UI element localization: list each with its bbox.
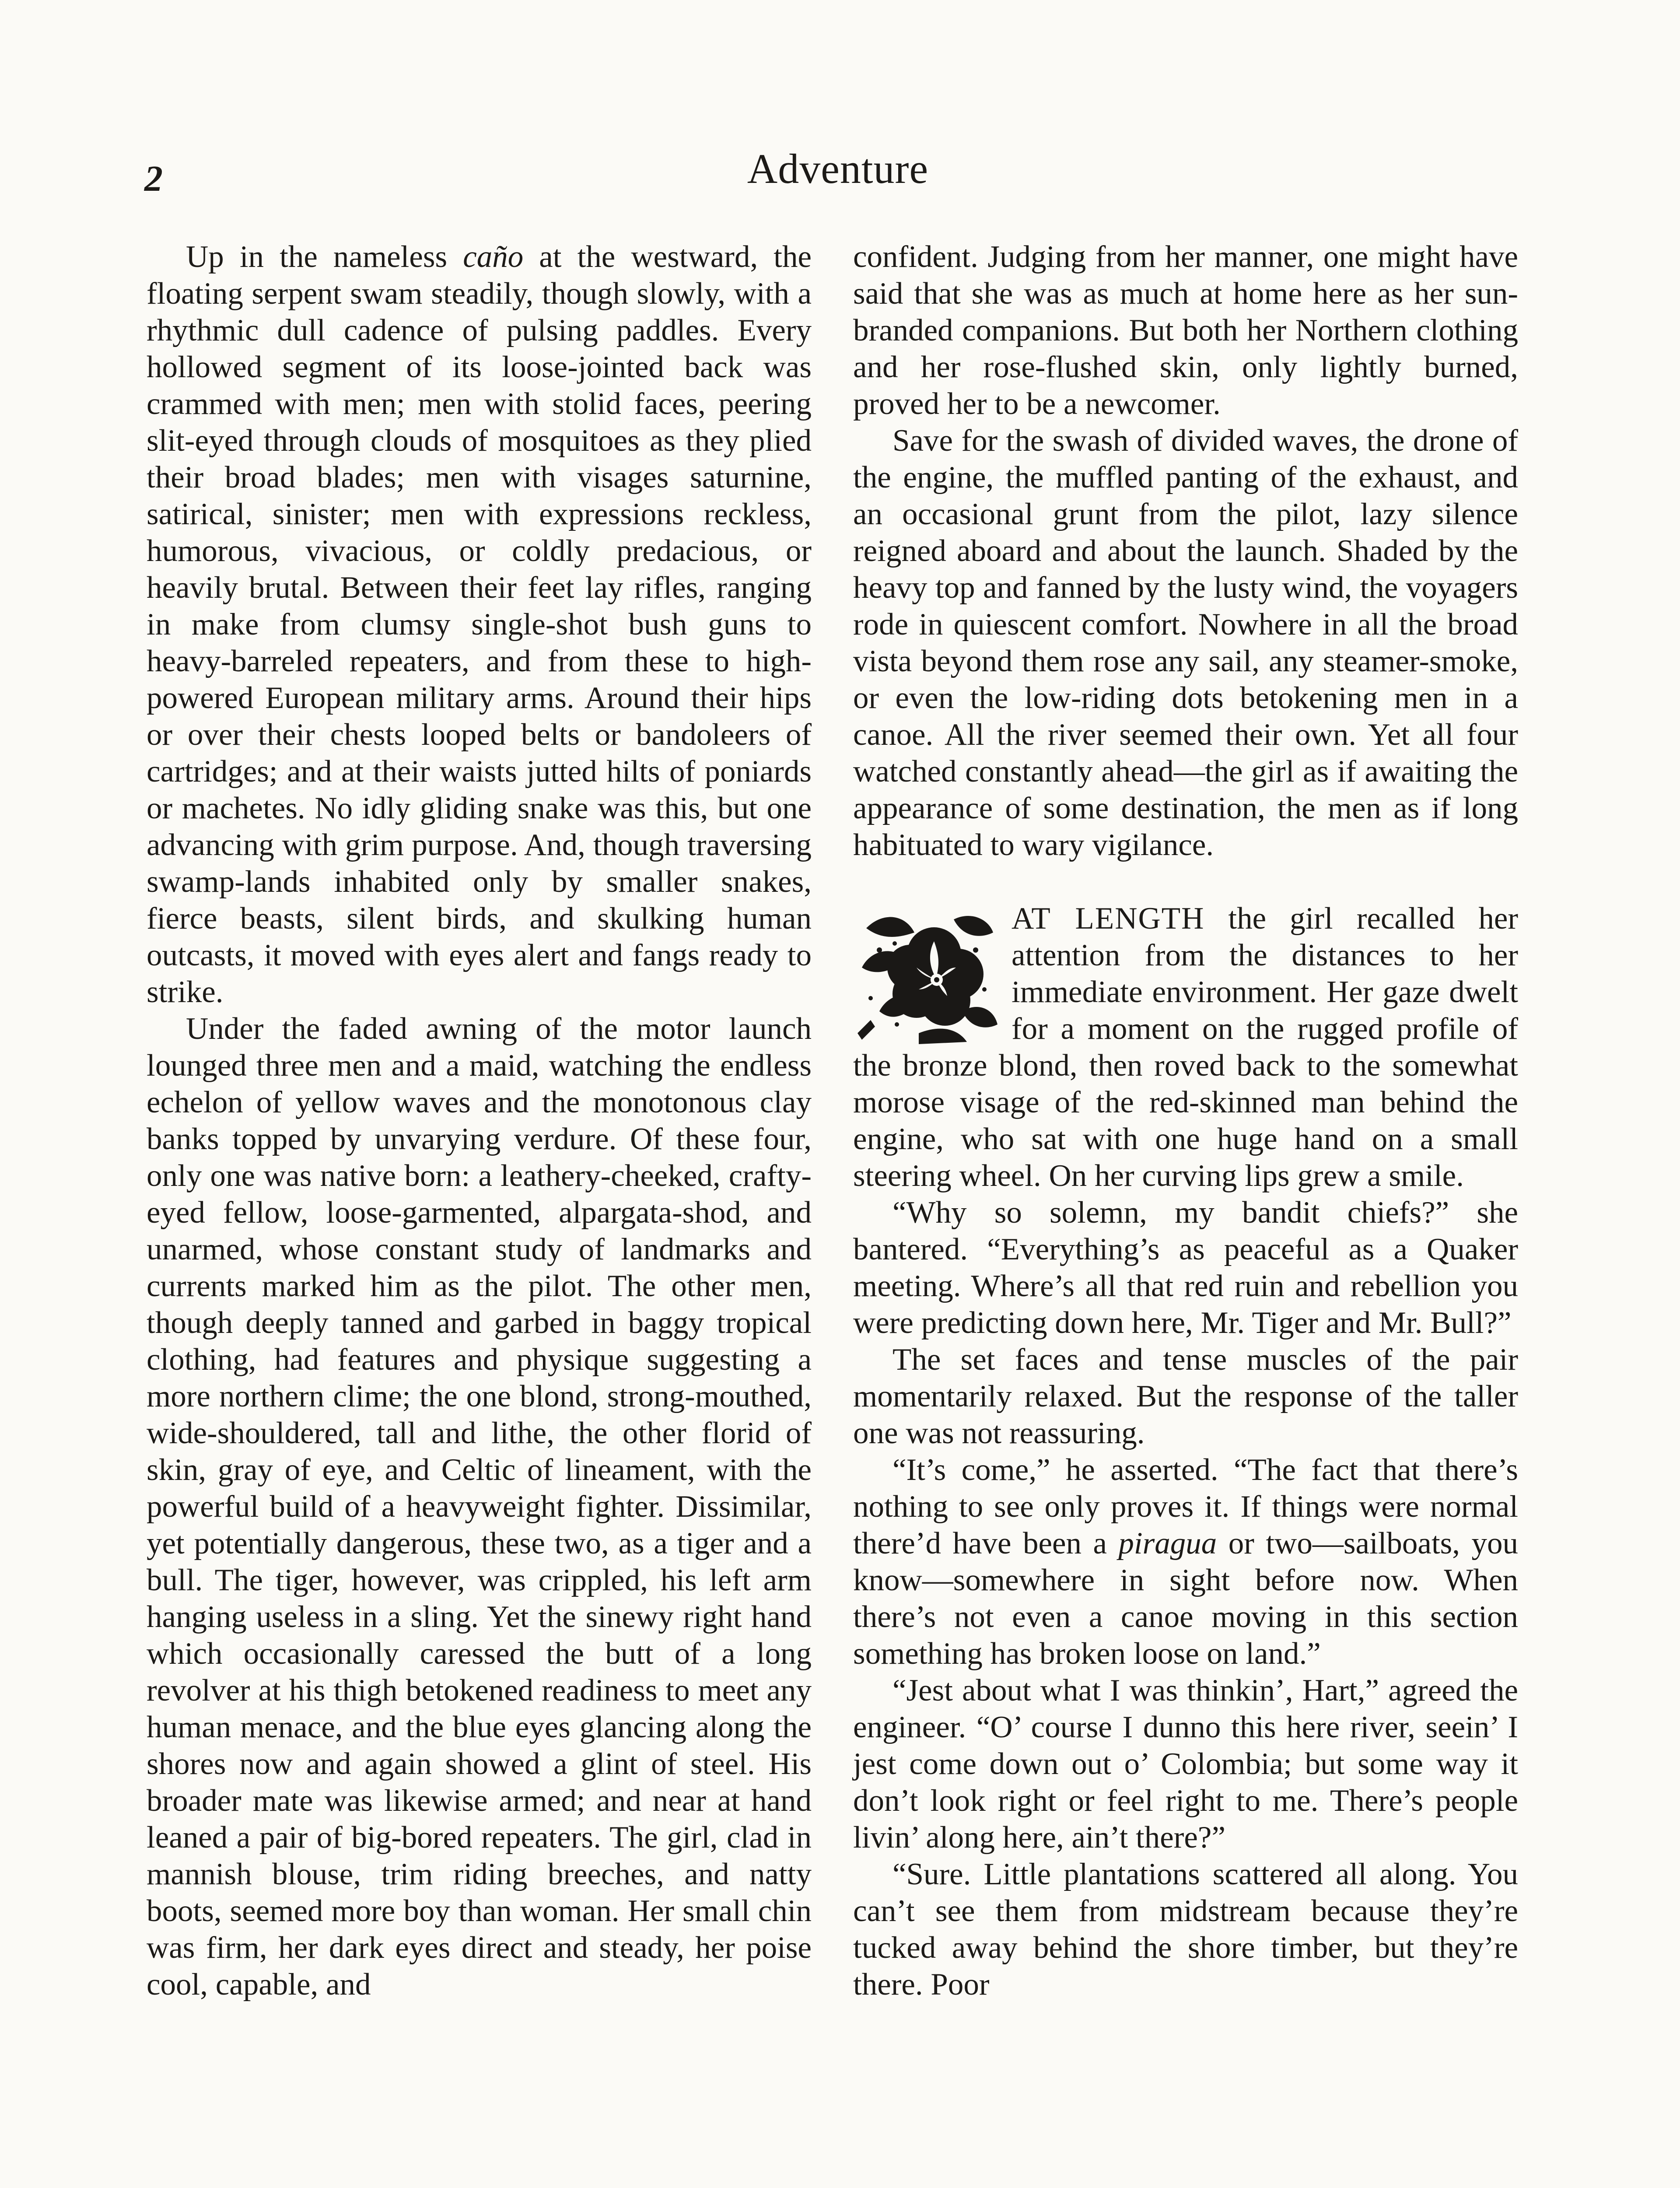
- left-column: [147, 238, 812, 2003]
- paragraph: “Sure. Little plantations scattered all along. You can’t see them from midstream because they’re tucked away behind the shore timber, but they’re there. Poor: [853, 1857, 1518, 2002]
- paragraph: “Jest about what I was thinkin’, Hart,” agreed the engineer. “O’ course I dunno this here river, seein’ I jest come down out o’ Colombia; but some way it don’t look right or feel right to me. There’s people livin’ along here, ain’t there?”: [853, 1673, 1518, 1855]
- paragraph: Under the faded awning of the motor launch lounged three men and a maid, watching the endless echelon of yellow waves and the monotonous clay banks topped by unvarying verdure. Of these four, only one was native born: a leathery-cheeked, crafty-eyed fellow, loose-garmented, alpargata-shod, and unarmed, whose constant study of landmarks and currents marked him as the pilot. The other men, though deeply tanned and garbed in baggy tropical clothing, had features and physique suggesting a more northern clime; the one blond, strong-mouthed, wide-shouldered, tall and lithe, the other florid of skin, gray of eye, and Celtic of lineament, with the powerful build of a heavyweight fighter. Dissimilar, yet potentially dangerous, these two, as a tiger and a bull. The tiger, however, was crippled, his left arm hanging useless in a sling. Yet the sinewy right hand which occasionally caressed the butt of a long revolver at his thigh betokened readiness to meet any human menace, and the blue eyes glancing along the shores now and again showed a glint of steel. His broader mate was likewise armed; and near at hand leaned a pair of big-bored repeaters. The girl, clad in mannish blouse, trim riding breeches, and natty boots, seemed more boy than woman. Her small chin was firm, her dark eyes direct and steady, her poise cool, capable, and: [147, 1012, 812, 2002]
- right-column: [853, 238, 1518, 2003]
- paragraph: “Why so solemn, my bandit chiefs?” she bantered. “Everything’s as peaceful as a Quaker meeting. Where’s all that red ruin and rebellion you were predicting down here, Mr. Tiger and Mr. Bull?”: [853, 1196, 1518, 1340]
- running-title: Adventure: [747, 145, 929, 192]
- paragraph: Save for the swash of divided waves, the drone of the engine, the muffled panting of the exhaust, and an occasional grunt from the pilot, lazy silence reigned aboard and about the launch. Shaded by the heavy top and fanned by the lusty wind, the voyagers rode in quiescent comfort. Nowhere in all the broad vista beyond them rose any sail, any steamer-smoke, or even the low-riding dots betokening men in a canoe. All the river seemed their own. Yet all four watched constantly ahead—the girl as if awaiting the appearance of some destination, the men as if long habituated to wary vigilance.: [853, 424, 1518, 862]
- page-header: [144, 144, 1531, 201]
- floral-ornament-icon: [853, 902, 1002, 1046]
- italic-word: piragua: [1118, 1526, 1217, 1560]
- paragraph: confident. Judging from her manner, one might have said that she was as much at home here as her sun-branded companions. But both her Northern clothing and her rose-flushed skin, only lightly burned, proved her to be a newcomer.: [853, 240, 1518, 421]
- paragraph: “It’s come,” he asserted. “The fact that there’s nothing to see only proves it. If things were normal there’d have been a piragua or two—sailboats, you know—somewhere in sight before now. When there’s not even a canoe moving in this section something has broken loose on land.”: [853, 1453, 1518, 1671]
- paragraph: The set faces and tense muscles of the pair momentarily relaxed. But the response of the taller one was not reassuring.: [853, 1343, 1518, 1450]
- section-opening-paragraph: AT LENGTH the girl recalled her attention from the distances to her immediate environment. Her gaze dwelt for a moment on the rugged profile of the bronze blond, then roved back to the somewhat morose visage of the red-skinned man behind the engine, who sat with one huge hand on a small steering wheel. On her curving lips grew a smile.: [853, 901, 1519, 1193]
- section-lead-words: AT LENGTH: [1012, 901, 1205, 936]
- paragraph: Up in the nameless caño at the westward, the floating serpent swam steadily, though slowly, with a rhythmic dull cadence of pulsing paddles. Every hollowed segment of its loose-jointed back was crammed with men; men with stolid faces, peering slit-eyed through clouds of mosquitoes as they plied their broad blades; men with visages saturnine, satirical, sinister; men with expressions reckless, humorous, vivacious, or coldly predacious, or heavily brutal. Between their feet lay rifles, ranging in make from clumsy single-shot bush guns to heavy-barreled repeaters, and from these to high-powered European military arms. Around their hips or over their chests looped belts or bandoleers of cartridges; and at their waists jutted hilts of poniards or machetes. No idly gliding snake was this, but one advancing with grim purpose. And, though traversing swamp-lands inhabited only by smaller snakes, fierce beasts, silent birds, and skulking human outcasts, it moved with eyes alert and fangs ready to strike.: [147, 240, 812, 1009]
- page-number: 2: [144, 158, 163, 199]
- italic-word: caño: [463, 240, 524, 274]
